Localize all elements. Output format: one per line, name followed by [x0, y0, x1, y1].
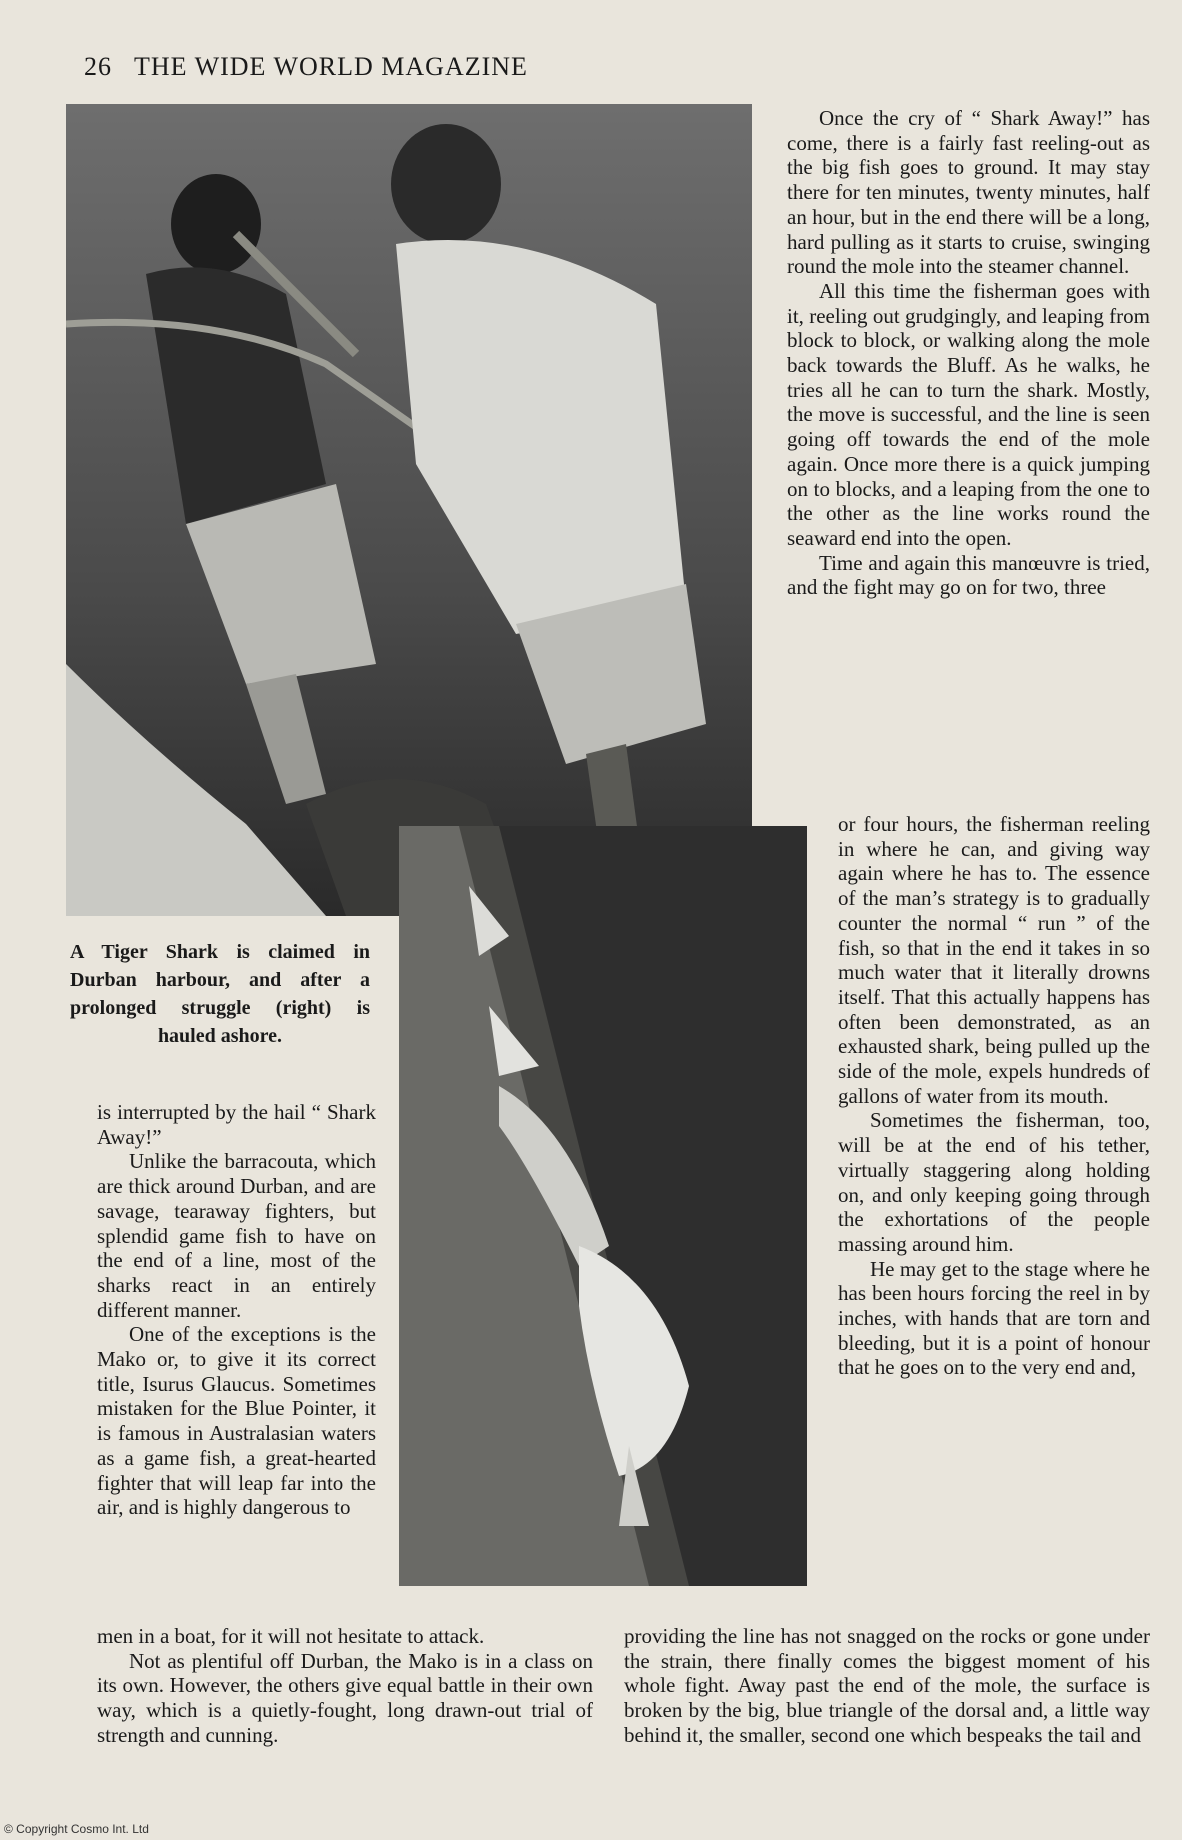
paragraph: Sometimes the fisherman, too, will be at the end of his tether, virtually staggering along holding on, and only keeping going through the exhortations of the people massing around him.	[838, 1108, 1150, 1256]
right-column-narrow-text	[838, 812, 1150, 1380]
paragraph: One of the exceptions is the Mako or, to give it its correct title, Isurus Glaucus. Sometimes mistaken for the Blue Pointer, it is famous in Australasian waters as a game fish, a great-hearted fighter that will leap far into the air, and is highly dangerous to	[97, 1322, 376, 1520]
paragraph: Time and again this manœuvre is tried, and the fight may go on for two, three	[787, 550, 1150, 600]
paragraph: men in a boat, for it will not hesitate to attack.	[97, 1624, 485, 1648]
right-column-top-text	[787, 106, 1150, 600]
photo-caption: A Tiger Shark is claimed in Durban harbour, and after a prolonged struggle (right) is hauled ashore.	[70, 941, 370, 1047]
paragraph: providing the line has not snagged on the rocks or gone under the strain, there finally comes the biggest moment of his whole fight. Away past the end of the mole, the surface is broken by the big, blue triangle of the dorsal and, a little way behind it, the smaller, second one which bespeaks the tail and	[624, 1624, 1150, 1747]
paragraph: or four hours, the fisherman reeling in where he can, and giving way again where he has to. The essence of the man’s strategy is to gradually counter the normal “ run ” of the fish, so that in the end it takes in so much water that it literally drowns itself. That this actually happens has often been demonstrated, as an exhausted shark, being pulled up the side of the mole, expels hundreds of gallons of water from its mouth.	[838, 812, 1150, 1108]
running-header	[84, 52, 528, 82]
left-column-bottom-text	[97, 1624, 593, 1748]
magazine-title: THE WIDE WORLD MAGAZINE	[134, 52, 528, 81]
paragraph: All this time the fisherman goes with it, reeling out grudgingly, and leaping from block to block, or walking along the mole back towards the Bluff. As he walks, he tries all he can to turn the shark. Mostly, the move is successful, and the line is seen going off towards the end of the mole again. Once more there is a quick jumping on to blocks, and a leaping from the one to the other as the line works round the seaward end into the open.	[787, 278, 1150, 550]
photo-men-pulling-shark	[66, 104, 752, 916]
paragraph: is interrupted by the hail “ Shark Away!”	[97, 1100, 376, 1149]
paragraph: Not as plentiful off Durban, the Mako is in a class on its own. However, the others give equal battle in their own way, which is a quietly-fought, long drawn-out trial of strength and cunning.	[97, 1648, 593, 1747]
paragraph: Unlike the barracouta, which are thick around Durban, and are savage, tearaway fighters, but splendid game fish to have on the end of a line, most of the sharks react in an entirely different manner.	[97, 1149, 376, 1322]
right-column-bottom-text	[624, 1624, 1150, 1748]
photo-shark-hauled-ashore	[399, 826, 807, 1586]
page-number: 26	[84, 52, 112, 81]
left-column-text	[97, 1100, 376, 1520]
paragraph: He may get to the stage where he has been hours forcing the reel in by inches, with hands that are torn and bleeding, but it is a point of honour that he goes on to the very end and,	[838, 1256, 1150, 1380]
copyright-notice: © Copyright Cosmo Int. Ltd	[4, 1822, 149, 1836]
paragraph: Once the cry of “ Shark Away!” has come, there is a fairly fast reeling-out as the big fish goes to ground. It may stay there for ten minutes, twenty minutes, half an hour, but in the end there will be a long, hard pulling as it starts to cruise, swinging round the mole into the steamer channel.	[787, 106, 1150, 279]
